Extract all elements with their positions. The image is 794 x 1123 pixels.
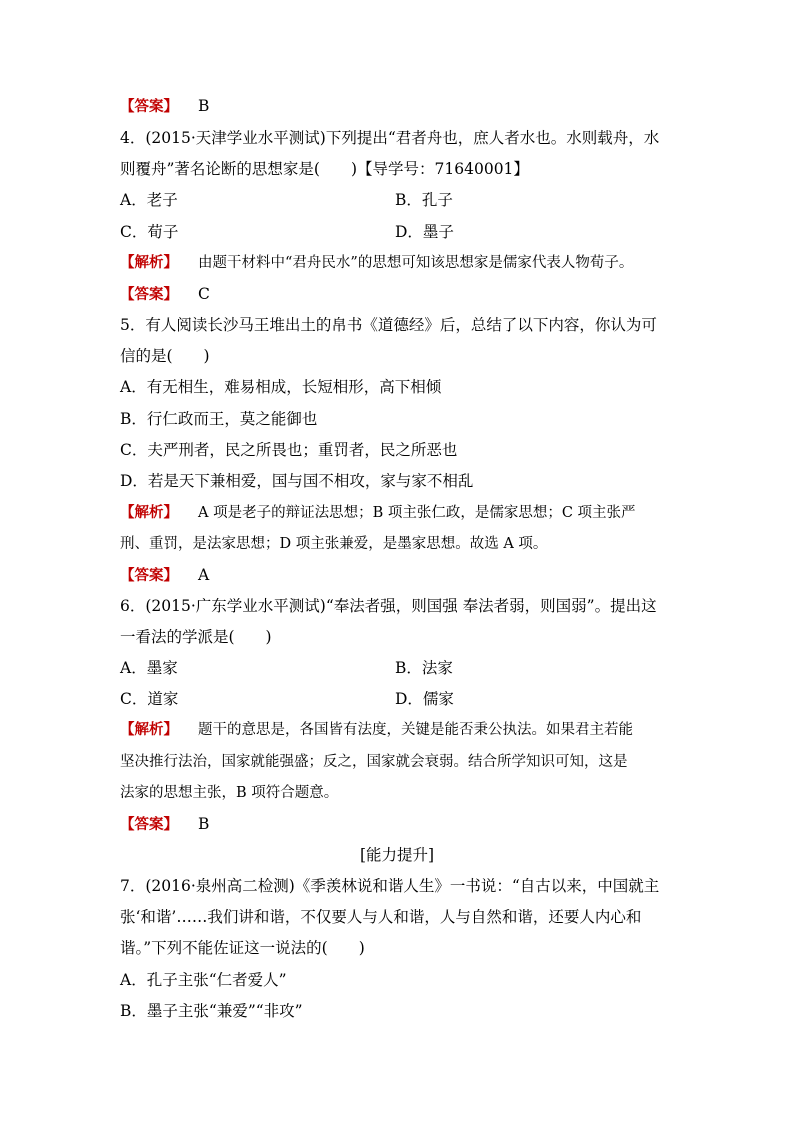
question-6-line-1: 6．(2015·广东学业水平测试)“奉法者强，则国强 奉法者弱，则国弱”。提出这 [120,597,657,615]
answer-row-3 [120,96,209,117]
question-5-option-a: A．有无相生，难易相成，长短相形，高下相倾 [120,378,442,396]
question-7-line-1: 7．(2016·泉州高二检测)《季羡林说和谐人生》一书说：“自古以来，中国就主 [120,877,660,895]
question-5-line-2: 信的是( ) [120,347,210,365]
option-b: B．孔子 [395,191,453,209]
question-4-line-1: 4．(2015·天津学业水平测试)下列提出“君者舟也，庶人者水也。水则载舟，水 [120,129,660,147]
explanation-5-line-1 [120,503,636,523]
option-d: D．墨子 [395,223,454,241]
question-7-line-3: 谐。”下列不能佐证这一说法的( ) [120,939,365,957]
question-5-option-c: C．夫严刑者，民之所畏也；重罚者，民之所恶也 [120,441,458,459]
explanation-5-line-2: 刑、重罚，是法家思想；D 项主张兼爱，是墨家思想。故选 A 项。 [120,536,548,552]
explanation-text: 题干的意思是，各国皆有法度，关键是能否秉公执法。如果君主若能 [198,722,633,738]
question-4-options-cd [120,222,454,242]
question-4-options-ab [120,190,453,210]
answer-tag: 【答案】 [120,817,178,833]
question-5-option-b: B．行仁政而王，莫之能御也 [120,410,318,428]
answer-row-5 [120,565,209,586]
explanation-6-line-1 [120,720,633,740]
answer-row-6 [120,814,209,835]
section-heading: [能力提升] [359,846,435,864]
explanation-tag: 【解析】 [120,722,178,738]
question-7-option-b: B．墨子主张“兼爱”“非攻” [120,1002,303,1020]
answer-row-4 [120,284,210,305]
explanation-6-line-2: 坚决推行法治，国家就能强盛；反之，国家就会衰弱。结合所学知识可知，这是 [120,754,628,770]
explanation-6-line-3: 法家的思想主张，B 项符合题意。 [120,785,339,801]
answer-value: B [198,815,210,833]
explanation-tag: 【解析】 [120,505,178,521]
question-5-option-d: D．若是天下兼相爱，国与国不相攻，家与家不相乱 [120,472,474,490]
option-a: A．墨家 [120,659,178,677]
question-4-line-2: 则覆舟”著名论断的思想家是( )【导学号：71640001】 [120,160,529,178]
question-6-line-2: 一看法的学派是( ) [120,628,272,646]
explanation-tag: 【解析】 [120,255,178,271]
answer-tag: 【答案】 [120,287,178,303]
explanation-4 [120,253,633,273]
answer-value: C [198,285,210,303]
answer-tag: 【答案】 [120,568,178,584]
option-a: A．老子 [120,191,178,209]
explanation-text: A 项是老子的辩证法思想；B 项主张仁政，是儒家思想；C 项主张严 [198,505,636,521]
explanation-text: 由题干材料中“君舟民水”的思想可知该思想家是儒家代表人物荀子。 [198,255,634,271]
option-c: C．道家 [120,690,179,708]
question-5-line-1: 5．有人阅读长沙马王堆出土的帛书《道德经》后，总结了以下内容，你认为可 [120,316,657,334]
answer-tag: 【答案】 [120,99,178,115]
question-7-option-a: A．孔子主张“仁者爱人” [120,971,287,989]
option-b: B．法家 [395,659,453,677]
question-6-options-cd [120,689,454,709]
option-c: C．荀子 [120,223,179,241]
answer-value: A [198,566,210,584]
question-6-options-ab [120,658,453,678]
answer-value: B [198,97,210,115]
option-d: D．儒家 [395,690,454,708]
question-7-line-2: 张‘和谐’……我们讲和谐，不仅要人与人和谐，人与自然和谐，还要人内心和 [120,908,642,926]
